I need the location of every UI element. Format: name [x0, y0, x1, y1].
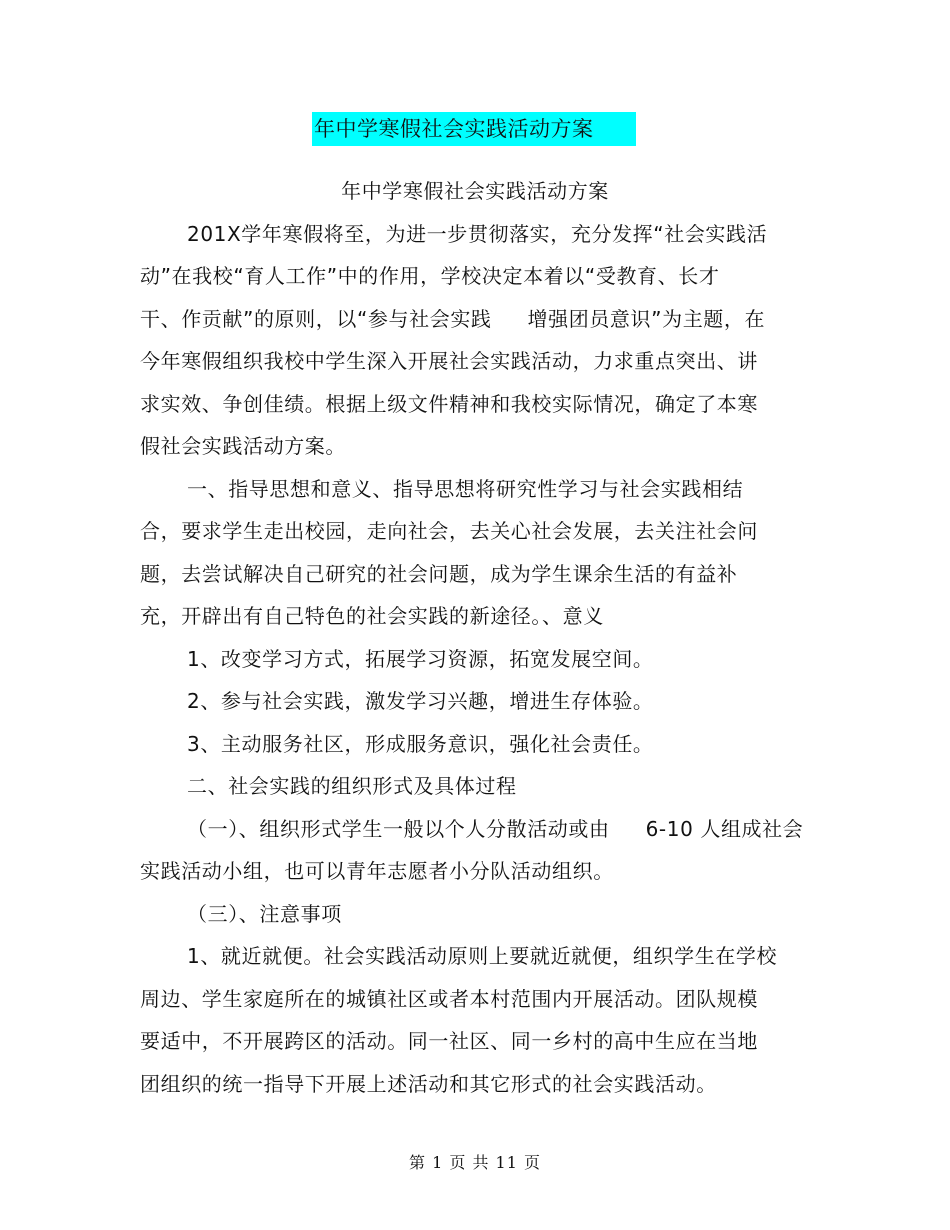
list-item: 3、主动服务社区，形成服务意识，强化社会责任。 [187, 732, 654, 756]
paragraph-line: 一、指导思想和意义、指导思想将研究性学习与社会实践相结 [187, 477, 744, 501]
header-title: 年中学寒假社会实践活动方案 [314, 117, 594, 141]
section-heading: （三）、注意事项 [187, 902, 342, 926]
section-heading: 二、社会实践的组织形式及具体过程 [187, 774, 517, 798]
paragraph-line: 要适中，不开展跨区的活动。同一社区、同一乡村的高中生应在当地 [140, 1029, 758, 1053]
paragraph-line: 假社会实践活动方案。 [140, 434, 346, 458]
paragraph-line: 周边、学生家庭所在的城镇社区或者本村范围内开展活动。团队规模 [140, 987, 758, 1011]
list-item: 2、参与社会实践，激发学习兴趣，增进生存体验。 [187, 689, 654, 713]
document-subtitle: 年中学寒假社会实践活动方案 [341, 179, 609, 203]
paragraph-line: 201X学年寒假将至，为进一步贯彻落实，充分发挥“社会实践活 [187, 222, 768, 246]
paragraph-line: 动”在我校“育人工作”中的作用，学校决定本着以“受教育、长才 [140, 264, 720, 288]
paragraph-line: 实践活动小组，也可以青年志愿者小分队活动组织。 [140, 859, 614, 883]
paragraph-line [187, 815, 803, 843]
paragraph-line: 1、就近就便。社会实践活动原则上要就近就便，组织学生在学校 [187, 944, 778, 968]
paragraph-line-part: 增强团员意识”为主题，在 [527, 307, 766, 331]
paragraph-line: 合，要求学生走出校园，走向社会，去关心社会发展，去关注社会问 [140, 519, 758, 543]
paragraph-line-part: 干、作贡献”的原则，以“参与社会实践 [140, 307, 492, 331]
list-item: 1、改变学习方式，拓展学习资源，拓宽发展空间。 [187, 647, 654, 671]
paragraph-line [140, 305, 765, 333]
paragraph-line-part: 6-10 人组成社会 [645, 817, 804, 841]
paragraph-line: 今年寒假组织我校中学生深入开展社会实践活动，力求重点突出、讲 [140, 349, 758, 373]
paragraph-line: 求实效、争创佳绩。根据上级文件精神和我校实际情况，确定了本寒 [140, 392, 758, 416]
page-footer: 第 1 页 共 11 页 [409, 1153, 541, 1172]
paragraph-line-part: （一）、组织形式学生一般以个人分散活动或由 [187, 817, 610, 841]
paragraph-line: 团组织的统一指导下开展上述活动和其它形式的社会实践活动。 [140, 1072, 717, 1096]
paragraph-line: 充，开辟出有自己特色的社会实践的新途径。、意义 [140, 604, 604, 628]
paragraph-line: 题，去尝试解决自己研究的社会问题，成为学生课余生活的有益补 [140, 562, 738, 586]
header-title-highlight [312, 112, 636, 146]
